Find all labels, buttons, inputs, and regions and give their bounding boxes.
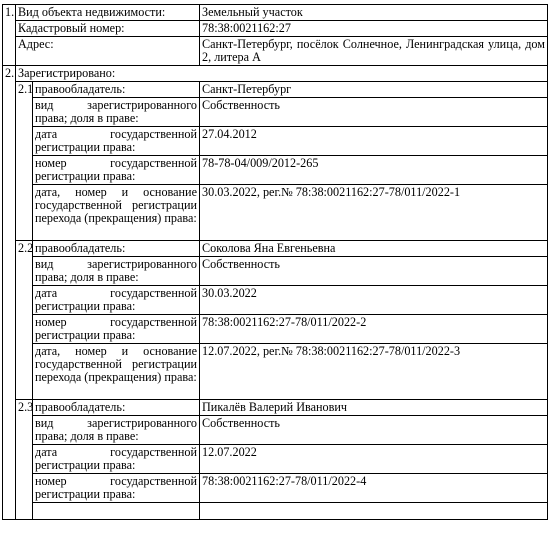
holder-label: правообладатель: bbox=[33, 82, 200, 98]
right-type-label: вид зарегистрированного права; доля в праве: bbox=[33, 257, 200, 286]
label-cadastral-number: Кадастровый номер: bbox=[16, 21, 200, 37]
row-object-type bbox=[3, 5, 548, 21]
row-cadastral-number bbox=[3, 21, 548, 37]
label-object-type: Вид объекта недвижимости: bbox=[16, 5, 200, 21]
holder-number: 2.1 bbox=[16, 82, 33, 241]
holder-label: правообладатель: bbox=[33, 400, 200, 416]
registration-date-label: дата государственной регистрации права: bbox=[33, 445, 200, 474]
holder-row bbox=[3, 241, 548, 257]
table-row bbox=[3, 315, 548, 344]
holder-name: Пикалёв Валерий Иванович bbox=[200, 400, 548, 416]
cut-value-cell bbox=[200, 503, 548, 520]
registration-number-label: номер государственной регистрации права: bbox=[33, 474, 200, 503]
right-type-label: вид зарегистрированного права; доля в праве: bbox=[33, 416, 200, 445]
registration-number-value: 78:38:0021162:27-78/011/2022-2 bbox=[200, 315, 548, 344]
transfer-value: 30.03.2022, рег.№ 78:38:0021162:27-78/011/2022-1 bbox=[200, 185, 548, 241]
transfer-value: 12.07.2022, рег.№ 78:38:0021162:27-78/011/2022-3 bbox=[200, 344, 548, 400]
holder-name: Соколова Яна Евгеньевна bbox=[200, 241, 548, 257]
holder-row bbox=[3, 400, 548, 416]
holder-row bbox=[3, 82, 548, 98]
registry-table bbox=[2, 4, 548, 520]
table-row bbox=[3, 127, 548, 156]
right-type-value: Собственность bbox=[200, 416, 548, 445]
row-address bbox=[3, 37, 548, 66]
section-number-2: 2. bbox=[3, 66, 16, 520]
value-cadastral-number: 78:38:0021162:27 bbox=[200, 21, 548, 37]
table-row bbox=[3, 98, 548, 127]
registration-number-value: 78-78-04/009/2012-265 bbox=[200, 156, 548, 185]
holder-label: правообладатель: bbox=[33, 241, 200, 257]
transfer-label: дата, номер и основание государственной регистрации перехода (прекращения) права: bbox=[33, 185, 200, 241]
label-address: Адрес: bbox=[16, 37, 200, 66]
table-row bbox=[3, 474, 548, 503]
value-address: Санкт-Петербург, посёлок Солнечное, Ленинградская улица, дом 2, литера А bbox=[200, 37, 548, 66]
table-row bbox=[3, 445, 548, 474]
registration-date-label: дата государственной регистрации права: bbox=[33, 286, 200, 315]
right-type-value: Собственность bbox=[200, 257, 548, 286]
table-row bbox=[3, 257, 548, 286]
table-row bbox=[3, 416, 548, 445]
table-row bbox=[3, 185, 548, 241]
table-row bbox=[3, 286, 548, 315]
right-type-label: вид зарегистрированного права; доля в праве: bbox=[33, 98, 200, 127]
holder-name: Санкт-Петербург bbox=[200, 82, 548, 98]
table-row-cut bbox=[3, 503, 548, 520]
holder-number: 2.3 bbox=[16, 400, 33, 520]
row-registered bbox=[3, 66, 548, 82]
registration-date-value: 12.07.2022 bbox=[200, 445, 548, 474]
holder-number: 2.2 bbox=[16, 241, 33, 400]
registration-number-label: номер государственной регистрации права: bbox=[33, 315, 200, 344]
section-number-1: 1. bbox=[3, 5, 16, 66]
registration-number-value: 78:38:0021162:27-78/011/2022-4 bbox=[200, 474, 548, 503]
value-object-type: Земельный участок bbox=[200, 5, 548, 21]
label-registered: Зарегистрировано: bbox=[16, 66, 548, 82]
table-row bbox=[3, 156, 548, 185]
registration-date-label: дата государственной регистрации права: bbox=[33, 127, 200, 156]
right-type-value: Собственность bbox=[200, 98, 548, 127]
cut-label-cell bbox=[33, 503, 200, 520]
transfer-label: дата, номер и основание государственной регистрации перехода (прекращения) права: bbox=[33, 344, 200, 400]
registration-number-label: номер государственной регистрации права: bbox=[33, 156, 200, 185]
registration-date-value: 27.04.2012 bbox=[200, 127, 548, 156]
registry-extract bbox=[2, 4, 547, 520]
registration-date-value: 30.03.2022 bbox=[200, 286, 548, 315]
table-row bbox=[3, 344, 548, 400]
